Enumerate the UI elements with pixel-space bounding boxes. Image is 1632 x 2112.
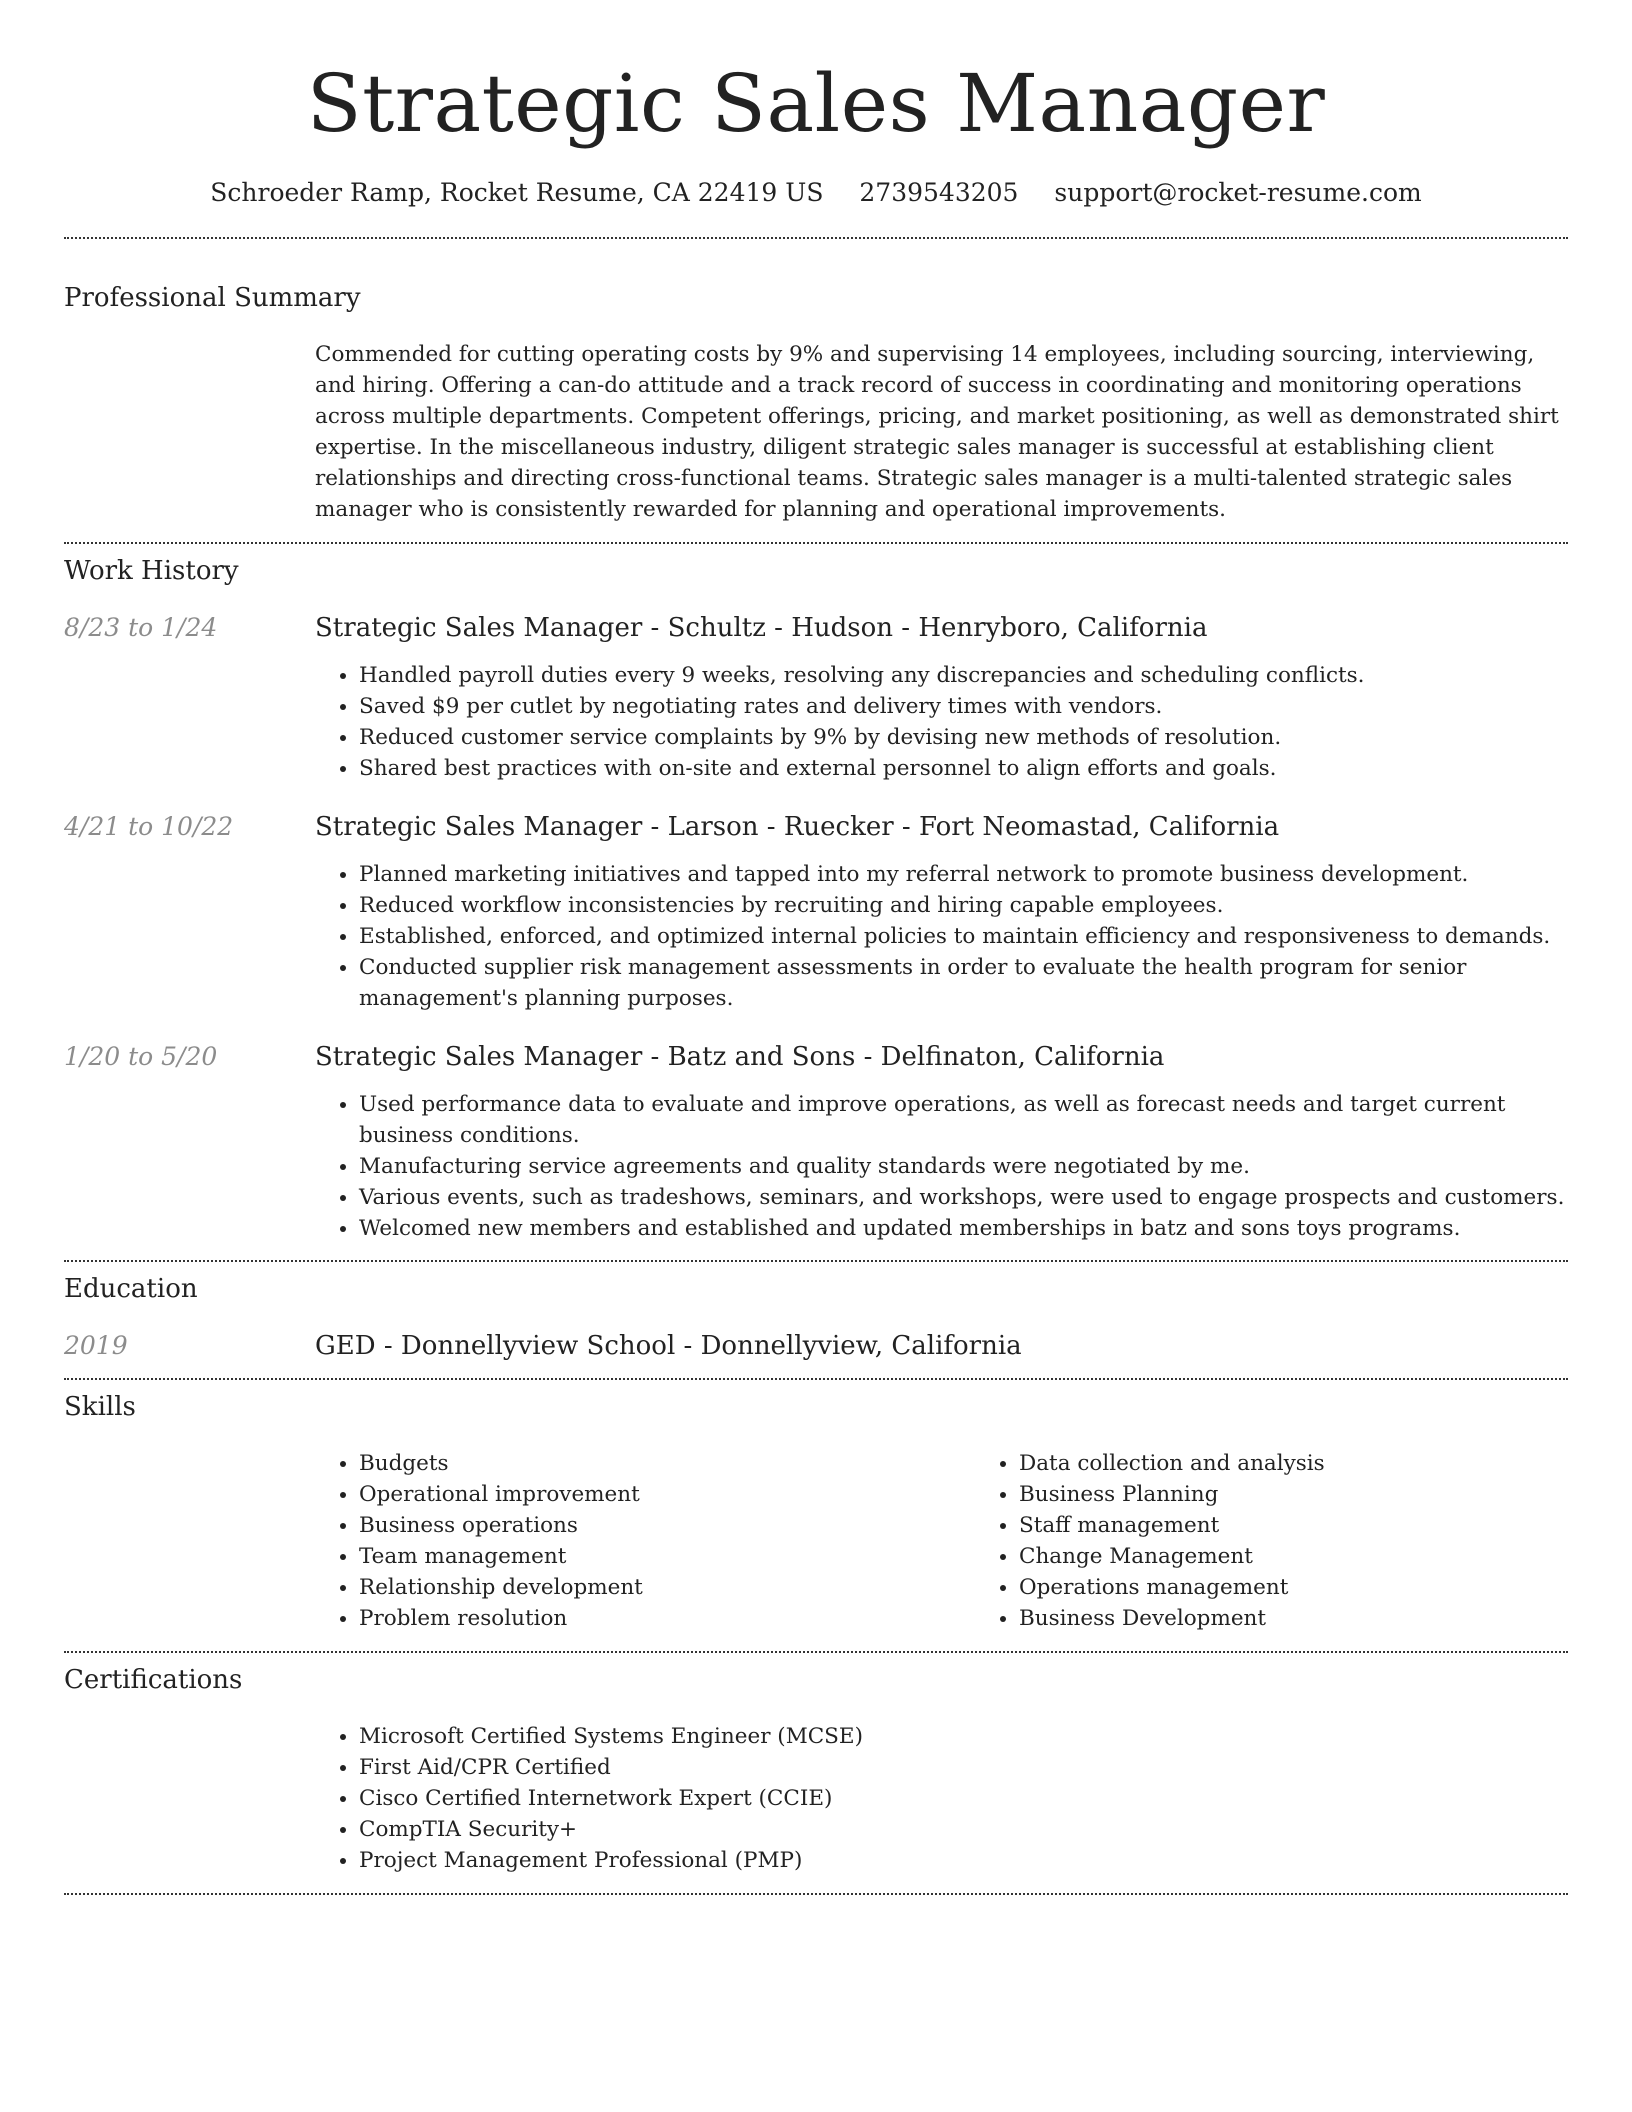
skill-item: • Business Development [1019, 1603, 1632, 1634]
section-title-skills: Skills [64, 1392, 136, 1422]
job-entry [64, 612, 1568, 644]
job-title: Strategic Sales Manager - Larson - Ruecker - Fort Neomastad, California [315, 812, 1280, 842]
contact-address: Schroeder Ramp, Rocket Resume, CA 22419 US [210, 178, 824, 207]
summary-text: Commended for cutting operating costs by 9% and supervising 14 employees, including sourcing, interviewing, and hiring. Offering a can-do attitude and a track record of success in coordinating and monitoring operations across multiple departments. Competent offerings, pricing, and market positioning, as well as demonstrated shirt expertise. In the miscellaneous industry, diligent strategic sales manager is successful at establishing client relationships and directing cross-functional teams. Strategic sales manager is a multi-talented strategic sales manager who is consistently rewarded for planning and operational improvements. [315, 342, 1559, 522]
skill-item: • Change Management [1019, 1541, 1632, 1572]
job-bullet: • Used performance data to evaluate and improve operations, as well as forecast needs and target current business conditions. [359, 1089, 1568, 1151]
job-bullet: • Reduced workflow inconsistencies by recruiting and hiring capable employees. [359, 890, 1568, 921]
certification-item: • CompTIA Security+ [359, 1814, 1568, 1845]
skill-item: • Operational improvement [359, 1479, 975, 1510]
section-divider [64, 1893, 1568, 1895]
education-year: 2019 [64, 1331, 128, 1360]
certification-item: • Cisco Certified Internetwork Expert (CCIE) [359, 1783, 1568, 1814]
skills-row [64, 1448, 1568, 1634]
job-entry [64, 1041, 1568, 1073]
skill-item: • Operations management [1019, 1572, 1632, 1603]
job-bullet: • Manufacturing service agreements and quality standards were negotiated by me. [359, 1151, 1568, 1182]
certifications-list [315, 1721, 1568, 1876]
section-title-work: Work History [64, 556, 239, 586]
job-bullet: • Planned marketing initiatives and tapped into my referral network to promote business development. [359, 859, 1568, 890]
skill-item: • Data collection and analysis [1019, 1448, 1632, 1479]
section-divider [64, 1651, 1568, 1653]
job-bullet: • Reduced customer service complaints by 9% by devising new methods of resolution. [359, 722, 1568, 753]
skill-item: • Team management [359, 1541, 975, 1572]
contact-email: support@rocket-resume.com [1054, 178, 1422, 207]
education-degree: GED - Donnellyview School - Donnellyview, California [315, 1331, 1022, 1361]
skills-column-1 [315, 1448, 975, 1634]
summary-row [64, 339, 1568, 525]
job-dates: 8/23 to 1/24 [64, 613, 218, 642]
job-bullets-row [64, 859, 1568, 1014]
section-title-certifications: Certifications [64, 1665, 243, 1695]
job-bullets [315, 859, 1568, 1014]
skill-item: • Relationship development [359, 1572, 975, 1603]
contact-phone: 2739543205 [859, 178, 1019, 207]
job-bullet: • Welcomed new members and established and updated memberships in batz and sons toys programs. [359, 1213, 1568, 1244]
job-entry [64, 811, 1568, 843]
job-bullet: • Established, enforced, and optimized internal policies to maintain efficiency and responsiveness to demands. [359, 921, 1568, 952]
skill-item: • Budgets [359, 1448, 975, 1479]
job-dates: 1/20 to 5/20 [64, 1042, 218, 1071]
certifications-row [64, 1721, 1568, 1876]
section-divider [64, 542, 1568, 544]
skill-item: • Staff management [1019, 1510, 1632, 1541]
job-dates: 4/21 to 10/22 [64, 812, 234, 841]
job-bullet: • Handled payroll duties every 9 weeks, resolving any discrepancies and scheduling conflicts. [359, 660, 1568, 691]
skills-columns [315, 1448, 1632, 1634]
resume-name: Strategic Sales Manager [306, 57, 1326, 150]
job-bullet: • Conducted supplier risk management assessments in order to evaluate the health program for senior management's planning purposes. [359, 952, 1568, 1014]
job-bullets [315, 1089, 1568, 1244]
job-bullets-row [64, 1089, 1568, 1244]
contact-line [64, 176, 1568, 210]
job-bullets-row [64, 660, 1568, 784]
section-title-summary: Professional Summary [64, 283, 361, 313]
job-title: Strategic Sales Manager - Batz and Sons - Delfinaton, California [315, 1042, 1165, 1072]
section-title-education: Education [64, 1274, 198, 1304]
section-divider [64, 1260, 1568, 1262]
skill-item: • Business Planning [1019, 1479, 1632, 1510]
resume-page [64, 0, 1568, 1895]
job-bullet: • Saved $9 per cutlet by negotiating rates and delivery times with vendors. [359, 691, 1568, 722]
job-title: Strategic Sales Manager - Schultz - Hudson - Henryboro, California [315, 613, 1208, 643]
education-entry [64, 1330, 1568, 1362]
certification-item: • Project Management Professional (PMP) [359, 1845, 1568, 1876]
job-bullet: • Shared best practices with on-site and external personnel to align efforts and goals. [359, 753, 1568, 784]
certification-item: • Microsoft Certified Systems Engineer (MCSE) [359, 1721, 1568, 1752]
job-bullets [315, 660, 1568, 784]
section-divider [64, 1378, 1568, 1380]
skill-item: • Problem resolution [359, 1603, 975, 1634]
section-divider [64, 237, 1568, 239]
certification-item: • First Aid/CPR Certified [359, 1752, 1568, 1783]
skill-item: • Business operations [359, 1510, 975, 1541]
job-bullet: • Various events, such as tradeshows, seminars, and workshops, were used to engage prospects and customers. [359, 1182, 1568, 1213]
skills-column-2 [975, 1448, 1632, 1634]
